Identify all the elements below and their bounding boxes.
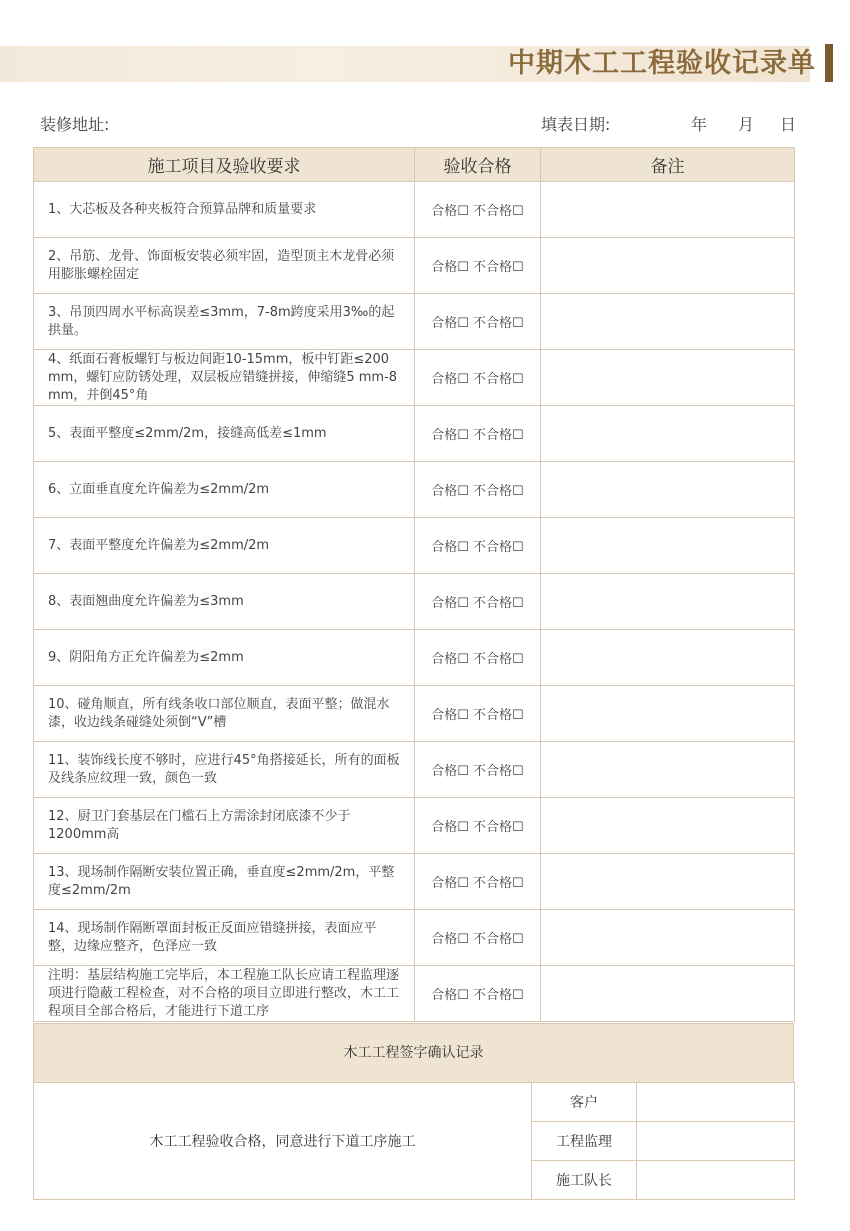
- pass-fail-checkbox[interactable]: 合格☐ 不合格☐: [415, 182, 541, 238]
- pass-fail-checkbox[interactable]: 合格☐ 不合格☐: [415, 406, 541, 462]
- pass-fail-checkbox[interactable]: 合格☐ 不合格☐: [415, 742, 541, 798]
- table-row: [34, 406, 795, 462]
- requirement-text: 3、吊顶四周水平标高误差≤3mm，7-8m跨度采用3‰的起拱量。: [34, 294, 415, 350]
- pass-fail-checkbox[interactable]: 合格☐ 不合格☐: [415, 574, 541, 630]
- column-header-pass: 验收合格: [415, 148, 541, 182]
- remark-cell[interactable]: [541, 630, 795, 686]
- footer-strip: [0, 1216, 850, 1231]
- requirement-text: 注明：基层结构施工完毕后，本工程施工队长应请工程监理逐项进行隐蔽工程检查，对不合格的项目立即进行整改，木工工程项目全部合格后，才能进行下道工序: [34, 966, 415, 1022]
- remark-cell[interactable]: [541, 462, 795, 518]
- remark-cell[interactable]: [541, 686, 795, 742]
- remark-cell[interactable]: [541, 798, 795, 854]
- pass-fail-checkbox[interactable]: 合格☐ 不合格☐: [415, 966, 541, 1022]
- pass-fail-checkbox[interactable]: 合格☐ 不合格☐: [415, 238, 541, 294]
- table-row: [34, 350, 795, 406]
- table-row: [34, 854, 795, 910]
- remark-cell[interactable]: [541, 518, 795, 574]
- pass-fail-checkbox[interactable]: 合格☐ 不合格☐: [415, 910, 541, 966]
- title-accent-bar: [825, 44, 833, 82]
- remark-cell[interactable]: [541, 910, 795, 966]
- role-client: 客户: [532, 1083, 637, 1122]
- remark-cell[interactable]: [541, 238, 795, 294]
- signature-supervisor[interactable]: [637, 1122, 795, 1161]
- requirement-text: 6、立面垂直度允许偏差为≤2mm/2m: [34, 462, 415, 518]
- remark-cell[interactable]: [541, 742, 795, 798]
- table-row: [34, 686, 795, 742]
- address-label: 装修地址:: [40, 115, 110, 134]
- requirement-text: 14、现场制作隔断罩面封板正反面应错缝拼接，表面应平整，边缘应整齐，色泽应一致: [34, 910, 415, 966]
- page-title: 中期木工工程验收记录单: [508, 48, 816, 79]
- signature-foreman[interactable]: [637, 1161, 795, 1200]
- requirement-text: 11、装饰线长度不够时，应进行45°角搭接延长，所有的面板及线条应纹理一致，颜色一致: [34, 742, 415, 798]
- date-label: 填表日期:: [541, 115, 611, 134]
- signoff-title: 木工工程签字确认记录: [33, 1023, 794, 1083]
- pass-fail-checkbox[interactable]: 合格☐ 不合格☐: [415, 294, 541, 350]
- remark-cell[interactable]: [541, 182, 795, 238]
- table-row: [34, 742, 795, 798]
- requirement-text: 1、大芯板及各种夹板符合预算品牌和质量要求: [34, 182, 415, 238]
- requirement-text: 2、吊筋、龙骨、饰面板安装必须牢固，造型顶主木龙骨必须用膨胀螺栓固定: [34, 238, 415, 294]
- table-row: [34, 182, 795, 238]
- table-row: [34, 238, 795, 294]
- signature-client[interactable]: [637, 1083, 795, 1122]
- remark-cell[interactable]: [541, 350, 795, 406]
- requirement-text: 10、碰角顺直，所有线条收口部位顺直，表面平整；做混水漆，收边线条碰缝处须倒“V”槽: [34, 686, 415, 742]
- signoff-statement: 木工工程验收合格，同意进行下道工序施工: [34, 1083, 532, 1200]
- role-foreman: 施工队长: [532, 1161, 637, 1200]
- table-row: [34, 910, 795, 966]
- pass-fail-checkbox[interactable]: 合格☐ 不合格☐: [415, 686, 541, 742]
- date-day: 日: [780, 115, 797, 134]
- table-row: [34, 462, 795, 518]
- date-year: 年: [691, 115, 708, 134]
- requirement-text: 8、表面翘曲度允许偏差为≤3mm: [34, 574, 415, 630]
- pass-fail-checkbox[interactable]: 合格☐ 不合格☐: [415, 854, 541, 910]
- requirement-text: 7、表面平整度允许偏差为≤2mm/2m: [34, 518, 415, 574]
- remark-cell[interactable]: [541, 854, 795, 910]
- date-month: 月: [738, 115, 755, 134]
- pass-fail-checkbox[interactable]: 合格☐ 不合格☐: [415, 630, 541, 686]
- pass-fail-checkbox[interactable]: 合格☐ 不合格☐: [415, 462, 541, 518]
- table-row: [34, 518, 795, 574]
- pass-fail-checkbox[interactable]: 合格☐ 不合格☐: [415, 518, 541, 574]
- remark-cell[interactable]: [541, 406, 795, 462]
- inspection-table: [33, 147, 795, 1022]
- role-supervisor: 工程监理: [532, 1122, 637, 1161]
- table-row: [34, 798, 795, 854]
- requirement-text: 4、纸面石膏板螺钉与板边间距10-15mm，板中钉距≤200 mm，螺钉应防锈处理，双层板应错缝拼接，伸缩缝5 mm-8 mm，并倒45°角: [34, 350, 415, 406]
- table-row: [34, 294, 795, 350]
- table-row: [34, 966, 795, 1022]
- signoff-table: [33, 1082, 795, 1200]
- requirement-text: 5、表面平整度≤2mm/2m，接缝高低差≤1mm: [34, 406, 415, 462]
- table-row: [34, 630, 795, 686]
- requirement-text: 13、现场制作隔断安装位置正确，垂直度≤2mm/2m，平整度≤2mm/2m: [34, 854, 415, 910]
- remark-cell[interactable]: [541, 574, 795, 630]
- requirement-text: 9、阴阳角方正允许偏差为≤2mm: [34, 630, 415, 686]
- table-row: [34, 574, 795, 630]
- remark-cell[interactable]: [541, 966, 795, 1022]
- pass-fail-checkbox[interactable]: 合格☐ 不合格☐: [415, 350, 541, 406]
- remark-cell[interactable]: [541, 294, 795, 350]
- requirement-text: 12、厨卫门套基层在门槛石上方需涂封闭底漆不少于1200mm高: [34, 798, 415, 854]
- column-header-item: 施工项目及验收要求: [34, 148, 415, 182]
- pass-fail-checkbox[interactable]: 合格☐ 不合格☐: [415, 798, 541, 854]
- column-header-remark: 备注: [541, 148, 795, 182]
